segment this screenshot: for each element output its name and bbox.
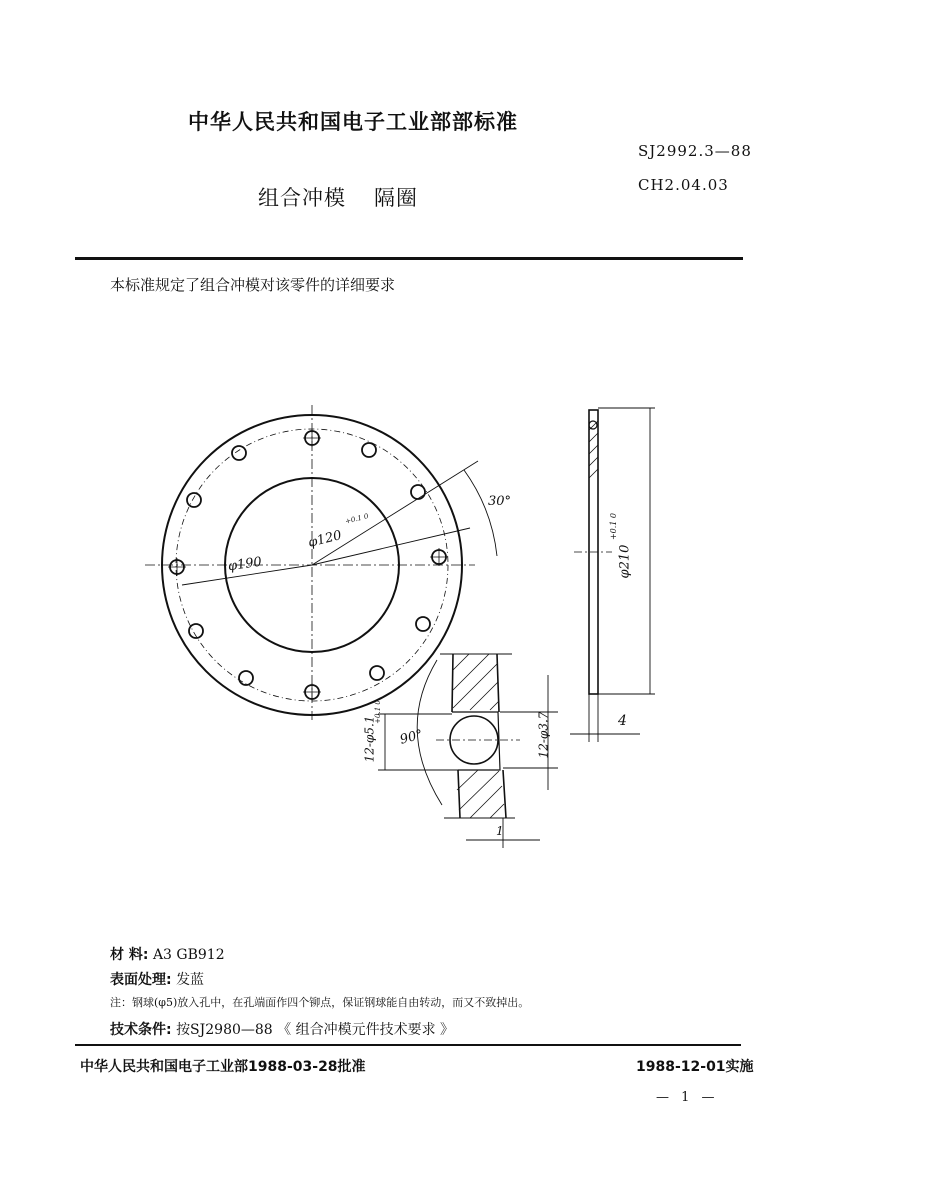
dimension-hole-tolerance: +0.1 0 xyxy=(373,700,382,724)
dimension-phi210: φ210 xyxy=(617,544,633,579)
page-number: — 1 — xyxy=(656,1090,719,1105)
dimension-countersink: 12-φ3.7 xyxy=(536,711,551,759)
spec-technical xyxy=(110,1019,454,1039)
bolt-hole xyxy=(362,443,376,457)
spec-material xyxy=(110,944,225,964)
angle-arc-30 xyxy=(464,470,497,556)
dimension-hole-diameter: 12-φ5.1 xyxy=(362,715,377,763)
spec-surface xyxy=(110,969,204,989)
issuing-organization: 中华人民共和国电子工业部部标准 xyxy=(188,110,518,134)
spec-material-value: A3 GB912 xyxy=(152,947,225,963)
spec-technical-label: 技术条件: xyxy=(110,1022,172,1038)
dimension-phi120: φ120 xyxy=(306,528,344,551)
standard-code: SJ2992.3—88 xyxy=(638,142,752,160)
bolt-hole xyxy=(416,617,430,631)
bolt-hole xyxy=(187,493,201,507)
dimension-angle-90: 90° xyxy=(398,727,425,748)
dimension-depth: 1 xyxy=(496,824,504,838)
title-part-2: 隔圈 xyxy=(374,186,418,210)
spec-technical-value: 按SJ2980—88 《 组合冲模元件技术要求 》 xyxy=(176,1022,455,1038)
side-view-ball xyxy=(589,421,597,429)
dimension-thickness: 4 xyxy=(618,713,627,729)
footer-rule xyxy=(75,1044,741,1046)
approval-statement: 中华人民共和国电子工业部1988-03-28批准 xyxy=(80,1059,366,1075)
title-part-1: 组合冲模 xyxy=(258,186,346,210)
spec-note: 注：钢球(φ5)放入孔中，在孔端面作四个铆点，保证钢球能自由转动，而又不致掉出。 xyxy=(110,996,530,1009)
bolt-hole xyxy=(239,671,253,685)
dimension-phi190: φ190 xyxy=(227,554,263,575)
classification-code: CH2.04.03 xyxy=(638,176,729,194)
dimension-phi210-tolerance: +0.1 0 xyxy=(609,512,619,541)
bolt-hole xyxy=(232,446,246,460)
section-hatching xyxy=(453,654,504,818)
bolt-hole xyxy=(370,666,384,680)
dimension-angle-30: 30° xyxy=(488,494,512,509)
bolt-hole xyxy=(411,485,425,499)
spec-surface-value: 发蓝 xyxy=(176,972,205,988)
spec-material-label: 材 料: xyxy=(110,947,149,963)
implementation-date: 1988-12-01实施 xyxy=(636,1059,754,1075)
section-left-edge xyxy=(452,654,460,818)
dimension-phi120-tolerance: +0.1 0 xyxy=(344,512,370,526)
spec-surface-label: 表面处理: xyxy=(110,972,172,988)
scope-statement: 本标准规定了组合冲模对该零件的详细要求 xyxy=(110,276,396,294)
